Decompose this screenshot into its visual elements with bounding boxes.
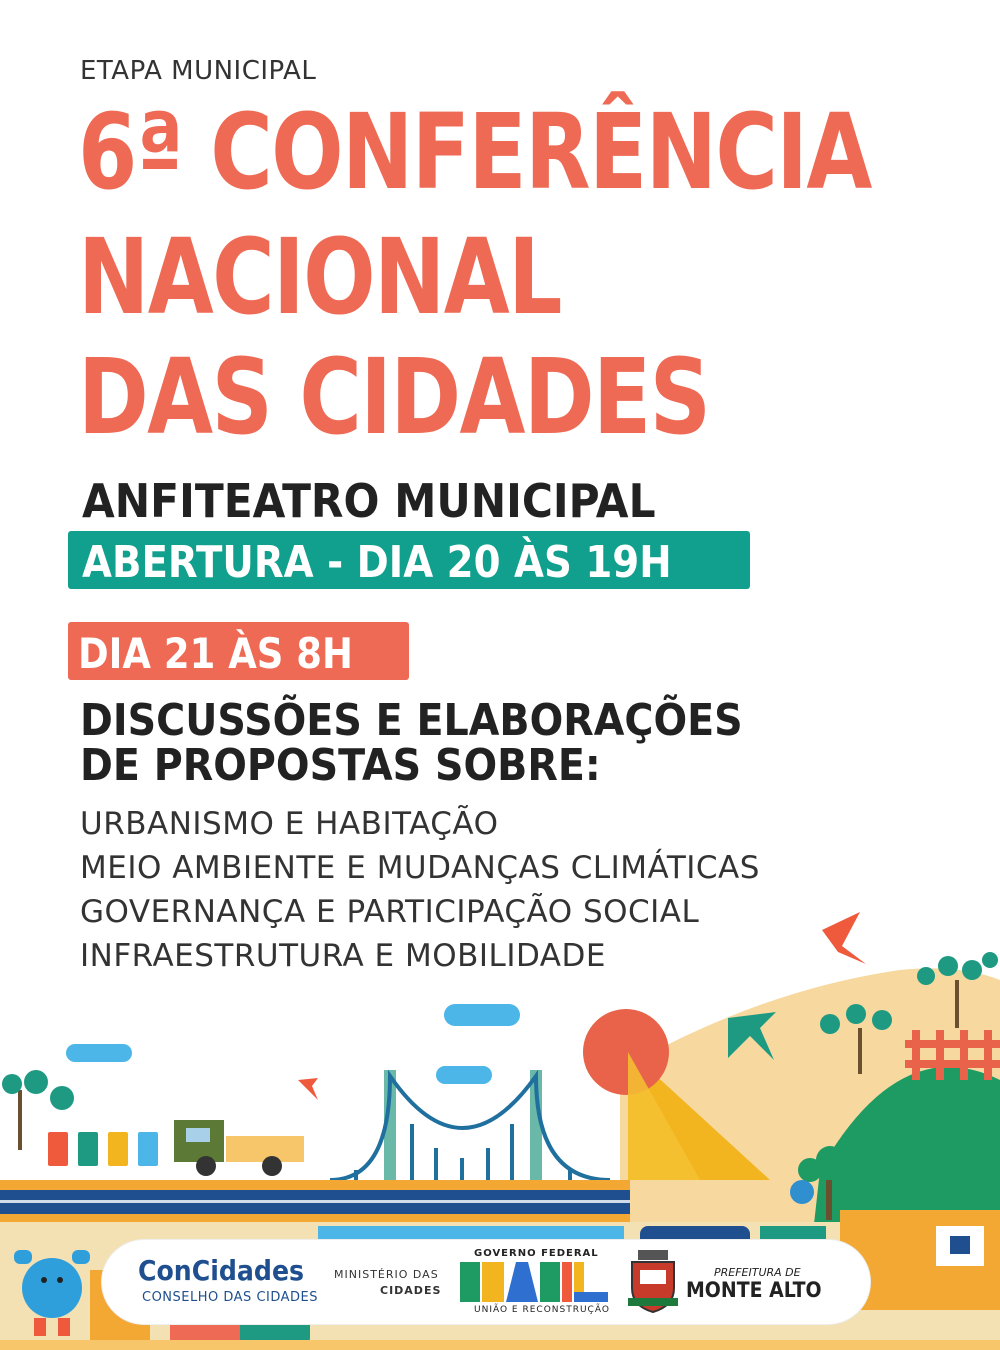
- concidades-subtitle: CONSELHO DAS CIDADES: [142, 1290, 319, 1305]
- second-day-text: DIA 21 ÀS 8H: [78, 629, 353, 678]
- opening-text: ABERTURA - DIA 20 ÀS 19H: [82, 537, 672, 588]
- topic-item: GOVERNANÇA E PARTICIPAÇÃO SOCIAL: [80, 894, 700, 930]
- cloud-icon: [444, 1004, 520, 1026]
- topic-item: URBANISMO E HABITAÇÃO: [80, 806, 499, 842]
- sun-icon: [583, 1009, 669, 1095]
- title-line-1: 6ª CONFERÊNCIA: [78, 91, 871, 213]
- title-line-2: NACIONAL: [78, 216, 561, 338]
- bridge-icon: [330, 1070, 610, 1180]
- trash-bins-icon: [48, 1132, 158, 1166]
- truck-icon: [174, 1120, 304, 1176]
- topic-item: INFRAESTRUTURA E MOBILIDADE: [80, 938, 606, 974]
- discussion-line-2: DE PROPOSTAS SOBRE:: [80, 740, 601, 791]
- opening-band: [68, 531, 750, 589]
- cloud-icon: [66, 1044, 132, 1062]
- ministry-line-1: MINISTÉRIO DAS: [334, 1268, 439, 1281]
- government-slogan: UNIÃO E RECONSTRUÇÃO: [474, 1305, 610, 1315]
- crest-icon: [626, 1248, 680, 1314]
- title-line-3: DAS CIDADES: [78, 336, 710, 458]
- topic-item: MEIO AMBIENTE E MUDANÇAS CLIMÁTICAS: [80, 850, 760, 886]
- concidades-logo: ConCidades: [138, 1254, 305, 1287]
- second-day-band: [68, 622, 409, 680]
- ministry-line-2: CIDADES: [380, 1284, 442, 1297]
- venue: ANFITEATRO MUNICIPAL: [82, 474, 656, 528]
- bird-icon: [822, 912, 866, 964]
- brasil-wordmark-logo: [460, 1260, 608, 1304]
- stage-label: ETAPA MUNICIPAL: [80, 56, 317, 86]
- logo-bar: [102, 1240, 870, 1324]
- prefeitura-label: PREFEITURA DE: [714, 1266, 801, 1279]
- cloud-icon: [436, 1066, 492, 1084]
- bird-icon: [298, 1078, 318, 1100]
- discussion-line-1: DISCUSSÕES E ELABORAÇÕES: [80, 695, 743, 746]
- government-label: GOVERNO FEDERAL: [474, 1248, 599, 1259]
- monte-alto-label: MONTE ALTO: [686, 1278, 822, 1302]
